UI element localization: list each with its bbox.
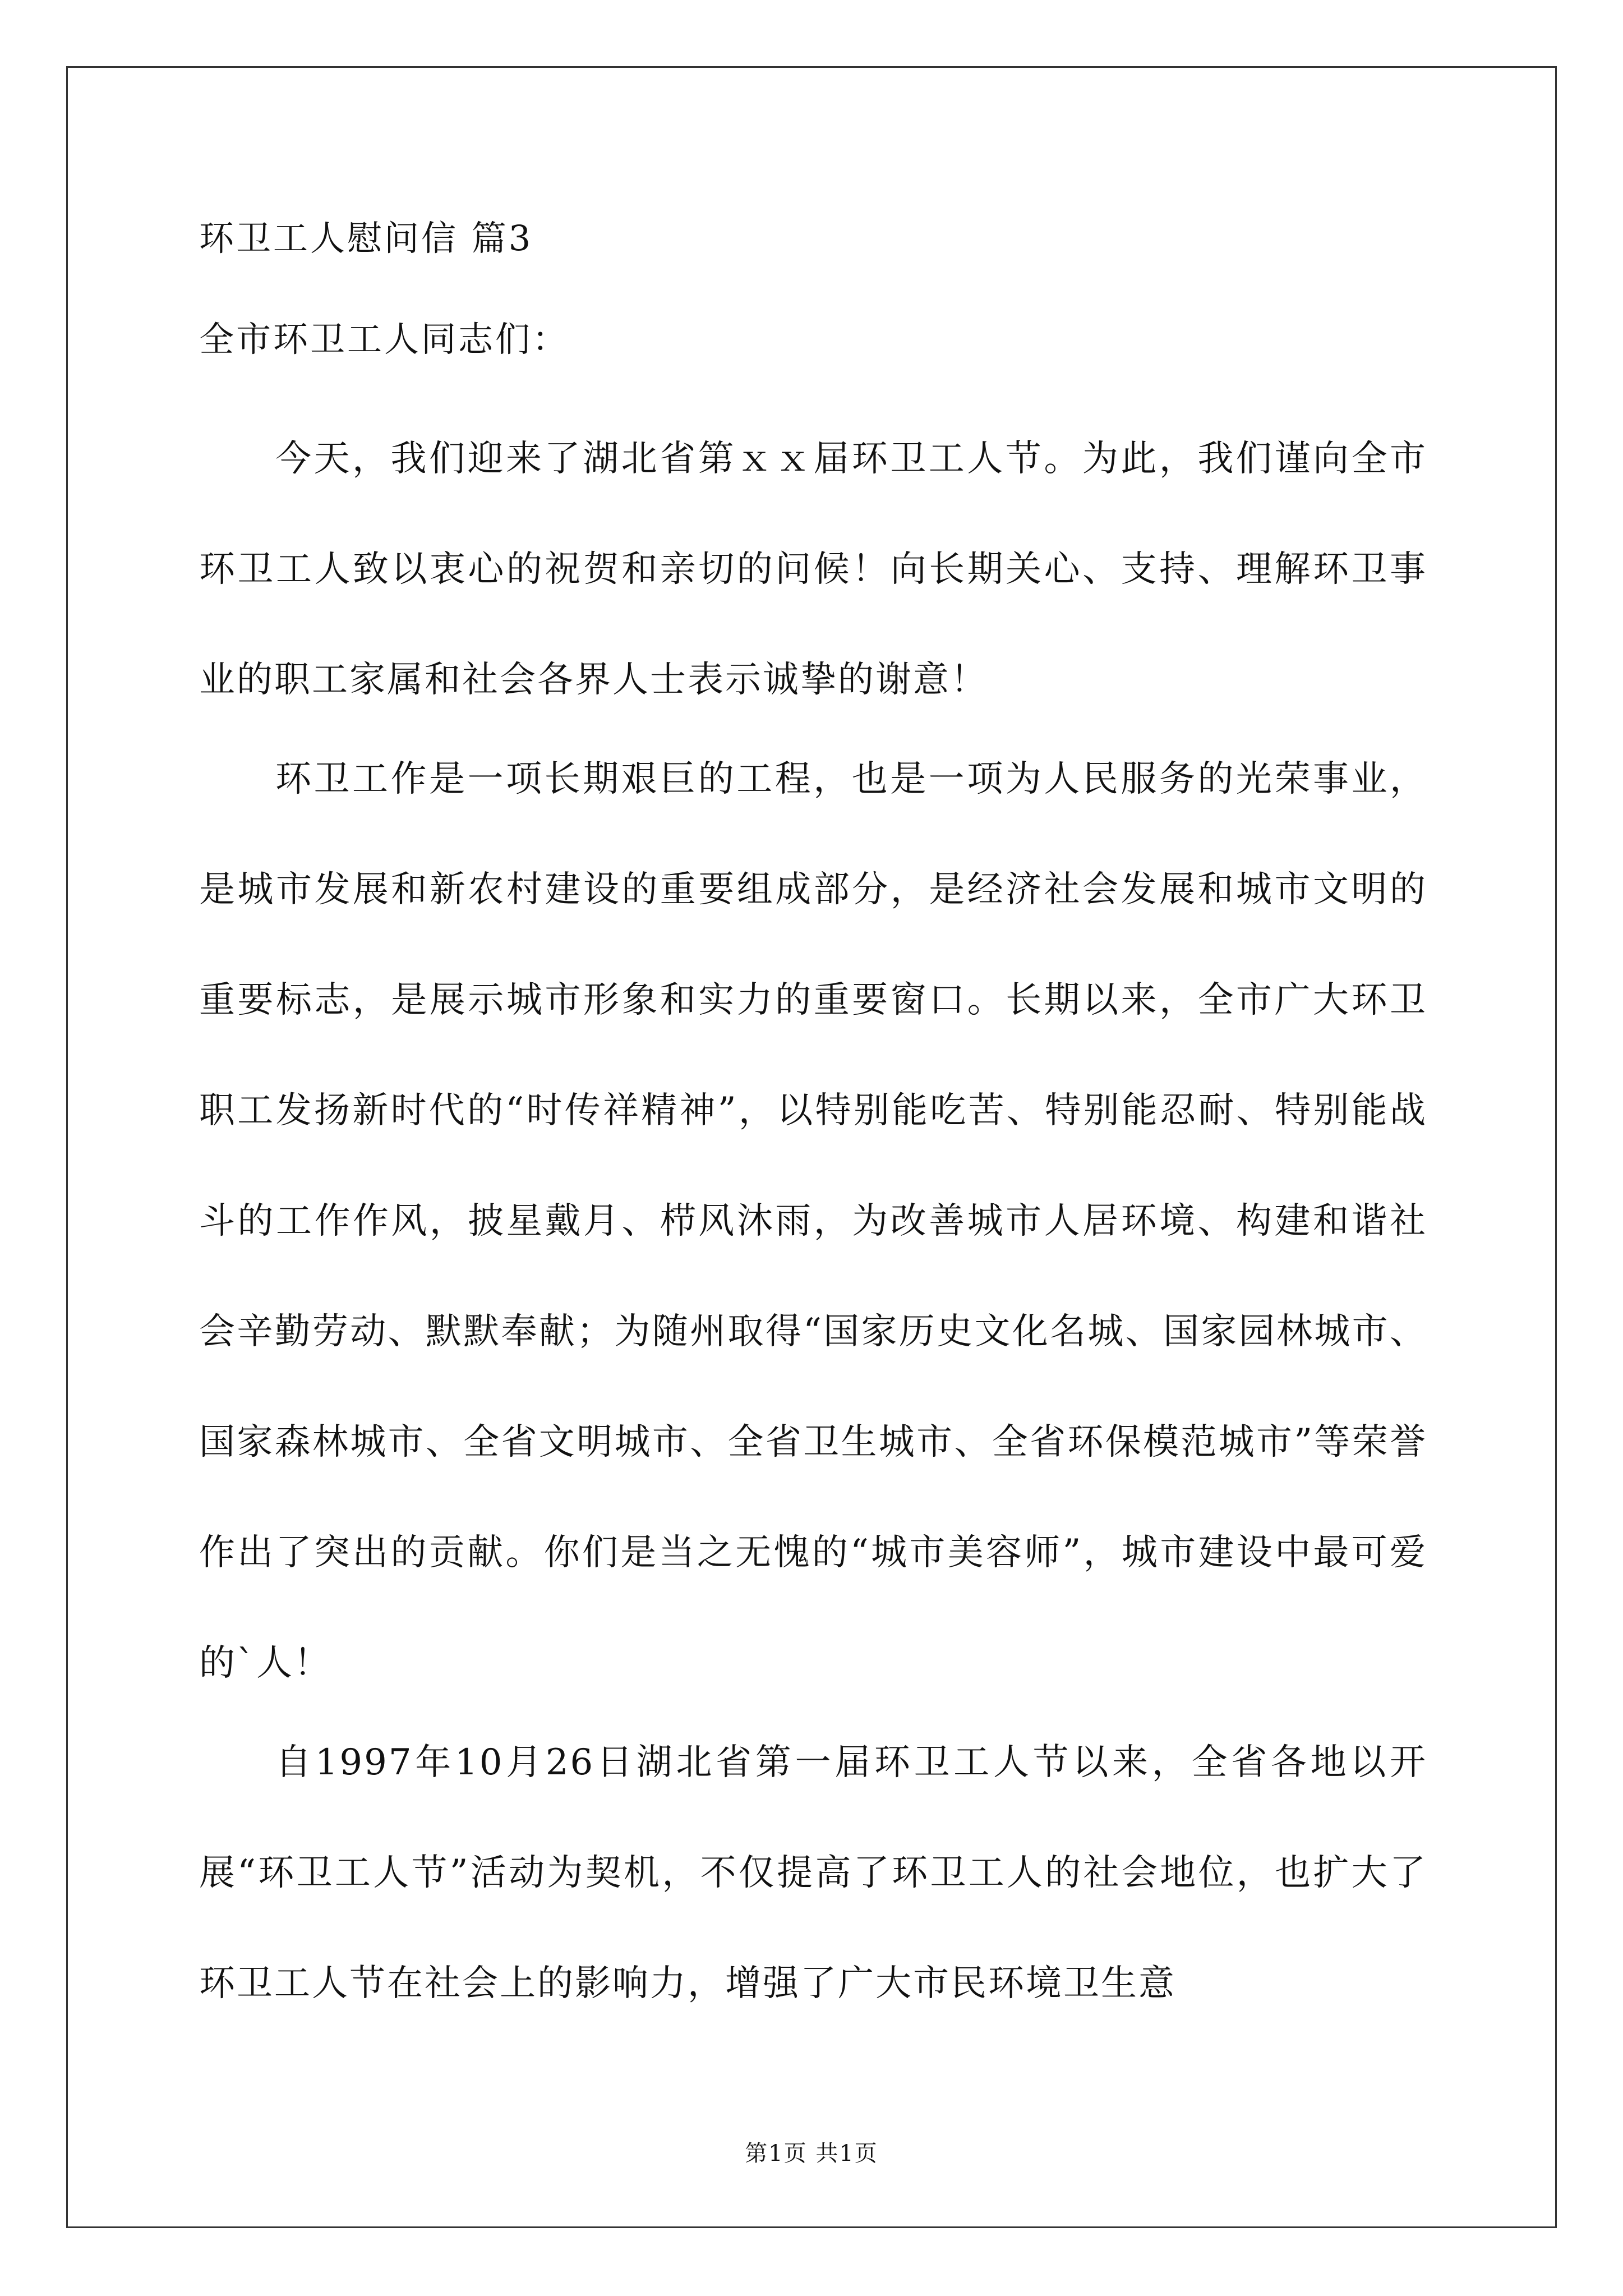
page-footer: 第1页 共1页 <box>745 2141 878 2166</box>
salutation: 全市环卫工人同志们： <box>199 319 570 360</box>
paragraph-3: 自1997年10月26日湖北省第一届环卫工人节以来，全省各地以开展“环卫工人节”活动为契机，不仅提高了环卫工人的社会地位，也扩大了环卫工人节在社会上的影响力，增强了广大市民环境卫生意 <box>199 1742 1427 2004</box>
document-title: 环卫工人慰问信 篇3 <box>199 218 533 259</box>
paragraph-2: 环卫工作是一项长期艰巨的工程，也是一项为人民服务的光荣事业，是城市发展和新农村建设的重要组成部分，是经济社会发展和城市文明的重要标志，是展示城市形象和实力的重要窗口。长期以来，全市广大环卫职工发扬新时代的“时传祥精神”，以特别能吃苦、特别能忍耐、特别能战斗的工作作风，披星戴月、栉风沐雨，为改善城市人居环境、构建和谐社会辛勤劳动、默默奉献；为随州取得“国家历史文化名城、国家园林城市、国家森林城市、全省文明城市、全省卫生城市、全省环保模范城市”等荣誉作出了突出的贡献。你们是当之无愧的“城市美容师”，城市建设中最可爱的`人！ <box>199 758 1427 1684</box>
document-body <box>199 213 1427 2039</box>
paragraph-1: 今天，我们迎来了湖北省第ｘｘ届环卫工人节。为此，我们谨向全市环卫工人致以衷心的祝贺和亲切的问候！向长期关心、支持、理解环卫事业的职工家属和社会各界人士表示诚挚的谢意！ <box>199 438 1427 701</box>
